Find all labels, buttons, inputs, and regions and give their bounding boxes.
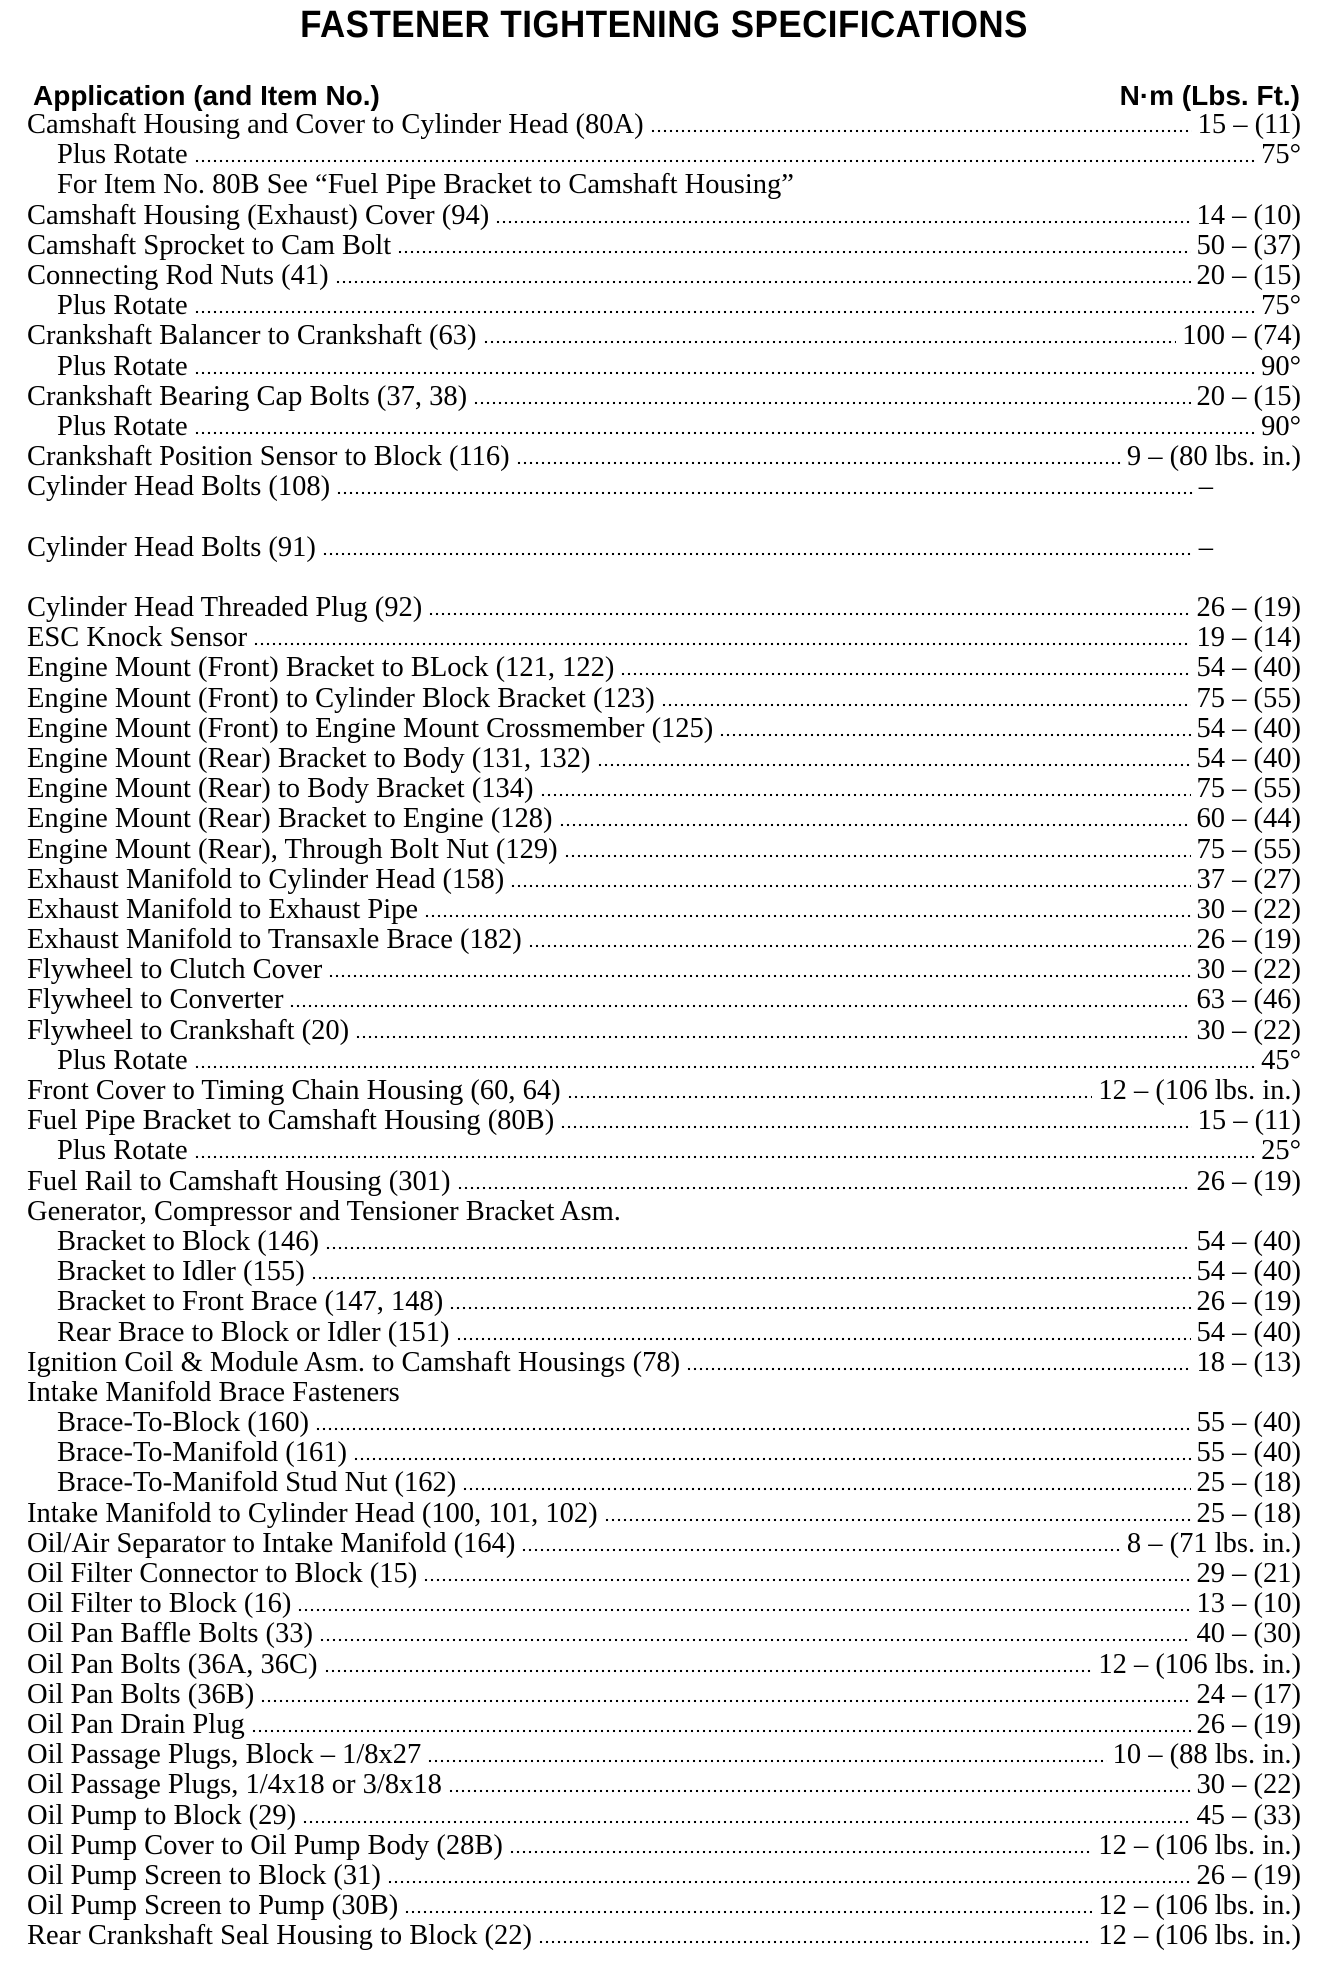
- spec-value: 25 – (18): [1196, 1497, 1301, 1529]
- spec-row: [27, 774, 1301, 804]
- spec-value: 54 – (40): [1196, 742, 1301, 774]
- spec-label: Camshaft Sprocket to Cam Bolt: [27, 229, 392, 261]
- spec-label: Oil Pump Screen to Pump (30B): [27, 1890, 399, 1922]
- spec-label: Brace-To-Manifold (161): [57, 1437, 348, 1469]
- spec-label: Oil Pan Drain Plug: [27, 1708, 245, 1740]
- torque-units-column-header: N·m (Lbs. Ft.): [1119, 80, 1300, 111]
- spec-row: [27, 110, 1301, 140]
- spec-label: Rear Brace to Block or Idler (151): [57, 1316, 450, 1348]
- spec-value: –: [1198, 531, 1213, 563]
- spec-value: 45°: [1261, 1044, 1301, 1076]
- dot-leader: [686, 1367, 1190, 1371]
- spec-label: Crankshaft Position Sensor to Block (116): [27, 441, 510, 473]
- spec-label: Oil Pan Bolts (36A, 36C): [27, 1648, 318, 1680]
- spec-value: 8 – (71 lbs. in.): [1126, 1527, 1301, 1559]
- spec-row: [27, 291, 1301, 321]
- spec-label: Plus Rotate: [57, 350, 188, 382]
- spec-row: [27, 714, 1301, 744]
- spec-row: [27, 985, 1301, 1015]
- dot-leader: [661, 703, 1191, 707]
- dot-leader: [311, 1276, 1191, 1280]
- spec-label: Oil Pan Baffle Bolts (33): [27, 1618, 314, 1650]
- spec-row: [27, 1770, 1301, 1800]
- dot-leader: [473, 401, 1190, 405]
- spec-row: [27, 1046, 1301, 1076]
- spec-label: Bracket to Block (146): [57, 1225, 319, 1257]
- dot-leader: [404, 1910, 1092, 1914]
- spec-row: [27, 1227, 1301, 1257]
- spec-value: 20 – (15): [1196, 380, 1301, 412]
- spec-label: Oil Filter to Block (16): [27, 1588, 292, 1620]
- spec-value: 75°: [1261, 139, 1301, 171]
- spec-value: 30 – (22): [1196, 1014, 1301, 1046]
- spec-value: 9 – (80 lbs. in.): [1126, 441, 1301, 473]
- dot-leader: [456, 1337, 1191, 1341]
- dot-leader: [328, 974, 1190, 978]
- spec-label: Camshaft Housing (Exhaust) Cover (94): [27, 199, 490, 231]
- spec-label: Flywheel to Clutch Cover: [27, 954, 323, 986]
- spec-row: [27, 1167, 1301, 1197]
- spec-label: Crankshaft Balancer to Crankshaft (63): [27, 320, 477, 352]
- spec-row: [27, 955, 1301, 985]
- dot-leader: [559, 823, 1191, 827]
- spec-value: 15 – (11): [1197, 1105, 1301, 1137]
- spec-label: Oil Passage Plugs, 1/4x18 or 3/8x18: [27, 1769, 442, 1801]
- spec-row: [27, 1468, 1301, 1498]
- spec-label: Crankshaft Bearing Cap Bolts (37, 38): [27, 380, 468, 412]
- spec-row: [27, 1408, 1301, 1438]
- dot-leader: [253, 642, 1190, 646]
- spec-value: 20 – (15): [1196, 259, 1301, 291]
- spec-label: Oil Pump Screen to Block (31): [27, 1859, 381, 1891]
- spec-row: [27, 201, 1301, 231]
- spec-value: 12 – (106 lbs. in.): [1098, 1890, 1301, 1922]
- spec-label: For Item No. 80B See “Fuel Pipe Bracket to Camshaft Housing”: [57, 169, 794, 201]
- dot-leader: [387, 1880, 1191, 1884]
- spec-group-heading: [27, 1378, 1301, 1408]
- spec-value: 54 – (40): [1196, 712, 1301, 744]
- spec-row: [27, 412, 1301, 442]
- dot-leader: [353, 1457, 1190, 1461]
- dot-leader: [597, 763, 1191, 767]
- dot-leader: [423, 1578, 1190, 1582]
- spec-value: 26 – (19): [1196, 1286, 1301, 1318]
- spec-value: 14 – (10): [1196, 199, 1301, 231]
- spec-value: 24 – (17): [1196, 1678, 1301, 1710]
- spec-row: [27, 382, 1301, 412]
- spec-label: Engine Mount (Rear), Through Bolt Nut (129): [27, 833, 558, 865]
- spec-value: 19 – (14): [1196, 622, 1301, 654]
- spec-row: [27, 1831, 1301, 1861]
- spec-label: Generator, Compressor and Tensioner Bracket Asm.: [27, 1195, 621, 1227]
- dot-leader: [428, 612, 1190, 616]
- dot-leader: [302, 1820, 1190, 1824]
- dot-leader: [424, 914, 1190, 918]
- spec-row: [27, 140, 1301, 170]
- spec-row: [27, 925, 1301, 955]
- spec-row: [27, 1257, 1301, 1287]
- dot-leader: [449, 1306, 1190, 1310]
- spec-value: 13 – (10): [1196, 1588, 1301, 1620]
- spec-label: Intake Manifold Brace Fasteners: [27, 1376, 400, 1408]
- spec-value: 25°: [1261, 1135, 1301, 1167]
- spec-row: [27, 1619, 1301, 1649]
- spec-value: 75 – (55): [1196, 833, 1301, 865]
- dot-leader: [194, 431, 1255, 435]
- spec-row: [27, 623, 1301, 653]
- spec-value: 54 – (40): [1196, 1256, 1301, 1288]
- spec-value: 54 – (40): [1196, 652, 1301, 684]
- dot-leader: [324, 1669, 1093, 1673]
- dot-leader: [397, 250, 1190, 254]
- spec-label: Flywheel to Crankshaft (20): [27, 1014, 350, 1046]
- spec-row: [27, 1076, 1301, 1106]
- spec-value: 54 – (40): [1196, 1225, 1301, 1257]
- spec-row: [27, 1438, 1301, 1468]
- dot-leader: [604, 1518, 1191, 1522]
- spec-value: 60 – (44): [1196, 803, 1301, 835]
- spec-label: Rear Crankshaft Seal Housing to Block (22): [27, 1920, 532, 1952]
- dot-leader: [650, 129, 1192, 133]
- spec-row: [27, 472, 1301, 532]
- page-title: FASTENER TIGHTENING SPECIFICATIONS: [300, 4, 1028, 46]
- dot-leader: [325, 1246, 1191, 1250]
- spec-label: Engine Mount (Front) to Cylinder Block Bracket (123): [27, 682, 655, 714]
- dot-leader: [355, 1035, 1190, 1039]
- dot-leader: [462, 1487, 1190, 1491]
- spec-row: [27, 1921, 1301, 1951]
- spec-value: 26 – (19): [1196, 592, 1301, 624]
- spec-row: [27, 1348, 1301, 1378]
- spec-label: Exhaust Manifold to Exhaust Pipe: [27, 893, 419, 925]
- spec-label: Connecting Rod Nuts (41): [27, 259, 329, 291]
- spec-value: 12 – (106 lbs. in.): [1098, 1075, 1301, 1107]
- spec-value: 75 – (55): [1196, 682, 1301, 714]
- spec-group-heading: [27, 1197, 1301, 1227]
- spec-label: Bracket to Front Brace (147, 148): [57, 1286, 444, 1318]
- dot-leader: [448, 1789, 1191, 1793]
- spec-row: [27, 533, 1301, 593]
- spec-label: Exhaust Manifold to Cylinder Head (158): [27, 863, 505, 895]
- spec-label: Engine Mount (Rear) to Body Bracket (134): [27, 773, 534, 805]
- spec-value: 26 – (19): [1196, 1859, 1301, 1891]
- spec-row: [27, 1287, 1301, 1317]
- dot-leader: [335, 280, 1191, 284]
- dot-leader: [528, 944, 1191, 948]
- spec-label: Plus Rotate: [57, 410, 188, 442]
- spec-value: 12 – (106 lbs. in.): [1098, 1920, 1301, 1952]
- dot-leader: [194, 159, 1255, 163]
- spec-value: 26 – (19): [1196, 1708, 1301, 1740]
- dot-leader: [521, 1548, 1121, 1552]
- spec-row: [27, 804, 1301, 834]
- spec-row: [27, 261, 1301, 291]
- spec-value: 90°: [1261, 410, 1301, 442]
- spec-value: 40 – (30): [1196, 1618, 1301, 1650]
- spec-note-row: [27, 170, 1301, 200]
- spec-row: [27, 593, 1301, 623]
- spec-row: [27, 835, 1301, 865]
- spec-label: Intake Manifold to Cylinder Head (100, 101, 102): [27, 1497, 598, 1529]
- spec-list: [27, 110, 1301, 1951]
- spec-value: 10 – (88 lbs. in.): [1112, 1739, 1301, 1771]
- spec-label: Plus Rotate: [57, 290, 188, 322]
- dot-leader: [538, 1940, 1092, 1944]
- dot-leader: [620, 672, 1190, 676]
- spec-label: Ignition Coil & Module Asm. to Camshaft Housings (78): [27, 1346, 681, 1378]
- spec-row: [27, 1559, 1301, 1589]
- column-header: [33, 80, 1300, 110]
- spec-row: [27, 1891, 1301, 1921]
- spec-value: 45 – (33): [1196, 1799, 1301, 1831]
- spec-label: ESC Knock Sensor: [27, 622, 248, 654]
- spec-row: [27, 1801, 1301, 1831]
- spec-row: [27, 1680, 1301, 1710]
- spec-row: [27, 1710, 1301, 1740]
- spec-row: [27, 1136, 1301, 1166]
- dot-leader: [567, 1095, 1093, 1099]
- spec-label: Exhaust Manifold to Transaxle Brace (182): [27, 924, 522, 956]
- spec-label: Engine Mount (Rear) Bracket to Body (131, 132): [27, 742, 591, 774]
- spec-row: [27, 865, 1301, 895]
- spec-value: 25 – (18): [1196, 1467, 1301, 1499]
- spec-label: Oil Pan Bolts (36B): [27, 1678, 255, 1710]
- spec-label: Camshaft Housing and Cover to Cylinder Head (80A): [27, 109, 644, 140]
- spec-value: 26 – (19): [1196, 1165, 1301, 1197]
- dot-leader: [194, 371, 1255, 375]
- spec-label: Plus Rotate: [57, 1044, 188, 1076]
- spec-value: 50 – (37): [1196, 229, 1301, 261]
- spec-row: [27, 1106, 1301, 1136]
- dot-leader: [251, 1729, 1191, 1733]
- spec-value: 30 – (22): [1196, 954, 1301, 986]
- spec-value: 55 – (40): [1196, 1407, 1301, 1439]
- spec-value: 18 – (13): [1196, 1346, 1301, 1378]
- spec-label: Oil Pump Cover to Oil Pump Body (28B): [27, 1829, 503, 1861]
- dot-leader: [719, 733, 1190, 737]
- spec-row: [27, 442, 1301, 472]
- spec-label: Oil/Air Separator to Intake Manifold (164): [27, 1527, 516, 1559]
- application-column-header: Application (and Item No.): [33, 80, 380, 111]
- dot-leader: [315, 1427, 1190, 1431]
- spec-label: Flywheel to Converter: [27, 984, 284, 1016]
- spec-value: 30 – (22): [1196, 1769, 1301, 1801]
- spec-value: 29 – (21): [1196, 1558, 1301, 1590]
- spec-label: Engine Mount (Front) to Engine Mount Crossmember (125): [27, 712, 714, 744]
- spec-label: Engine Mount (Rear) Bracket to Engine (128): [27, 803, 553, 835]
- spec-row: [27, 1650, 1301, 1680]
- dot-leader: [540, 793, 1191, 797]
- spec-label: Cylinder Head Bolts (108): [27, 471, 331, 503]
- spec-label: Brace-To-Manifold Stud Nut (162): [57, 1467, 457, 1499]
- dot-leader: [483, 340, 1177, 344]
- spec-row: [27, 1499, 1301, 1529]
- spec-row: [27, 231, 1301, 261]
- spec-label: Brace-To-Block (160): [57, 1407, 310, 1439]
- spec-label: Engine Mount (Front) Bracket to BLock (121, 122): [27, 652, 615, 684]
- dot-leader: [289, 1004, 1190, 1008]
- spec-row: [27, 653, 1301, 683]
- spec-label: Oil Filter Connector to Block (15): [27, 1558, 418, 1590]
- spec-value: –: [1198, 471, 1213, 503]
- spec-row: [27, 684, 1301, 714]
- spec-value: 75°: [1261, 290, 1301, 322]
- spec-row: [27, 1740, 1301, 1770]
- dot-leader: [457, 1186, 1191, 1190]
- spec-label: Oil Pump to Block (29): [27, 1799, 297, 1831]
- spec-value: 55 – (40): [1196, 1437, 1301, 1469]
- dot-leader: [509, 1850, 1093, 1854]
- dot-leader: [297, 1608, 1190, 1612]
- spec-row: [27, 1589, 1301, 1619]
- spec-value: 100 – (74): [1182, 320, 1301, 352]
- spec-value: 12 – (106 lbs. in.): [1098, 1648, 1301, 1680]
- spec-value: 37 – (27): [1196, 863, 1301, 895]
- spec-row: [27, 1529, 1301, 1559]
- dot-leader: [516, 461, 1121, 465]
- dot-leader: [427, 1759, 1106, 1763]
- spec-label: Plus Rotate: [57, 1135, 188, 1167]
- spec-value: 90°: [1261, 350, 1301, 382]
- dot-leader: [495, 220, 1190, 224]
- spec-value: 30 – (22): [1196, 893, 1301, 925]
- spec-row: [27, 321, 1301, 351]
- spec-label: Front Cover to Timing Chain Housing (60, 64): [27, 1075, 561, 1107]
- spec-value: 26 – (19): [1196, 924, 1301, 956]
- dot-leader: [194, 1065, 1255, 1069]
- spec-label: Cylinder Head Bolts (91): [27, 531, 316, 563]
- dot-leader: [560, 1125, 1191, 1129]
- spec-row: [27, 1318, 1301, 1348]
- spec-row: [27, 352, 1301, 382]
- spec-row: [27, 895, 1301, 925]
- spec-label: Oil Passage Plugs, Block – 1/8x27: [27, 1739, 422, 1771]
- spec-value: 15 – (11): [1197, 109, 1301, 140]
- dot-leader: [336, 491, 1193, 495]
- spec-label: Bracket to Idler (155): [57, 1256, 305, 1288]
- spec-label: Fuel Rail to Camshaft Housing (301): [27, 1165, 451, 1197]
- spec-row: [27, 1016, 1301, 1046]
- spec-row: [27, 744, 1301, 774]
- spec-label: Plus Rotate: [57, 139, 188, 171]
- spec-value: 12 – (106 lbs. in.): [1098, 1829, 1301, 1861]
- spec-row: [27, 1861, 1301, 1891]
- spec-value: 54 – (40): [1196, 1316, 1301, 1348]
- dot-leader: [194, 310, 1255, 314]
- dot-leader: [194, 1155, 1255, 1159]
- dot-leader: [564, 854, 1191, 858]
- dot-leader: [260, 1699, 1190, 1703]
- dot-leader: [322, 552, 1193, 556]
- dot-leader: [319, 1638, 1190, 1642]
- spec-label: Cylinder Head Threaded Plug (92): [27, 592, 423, 624]
- spec-value: 75 – (55): [1196, 773, 1301, 805]
- spec-value: 63 – (46): [1196, 984, 1301, 1016]
- spec-label: Fuel Pipe Bracket to Camshaft Housing (80B): [27, 1105, 555, 1137]
- dot-leader: [510, 884, 1190, 888]
